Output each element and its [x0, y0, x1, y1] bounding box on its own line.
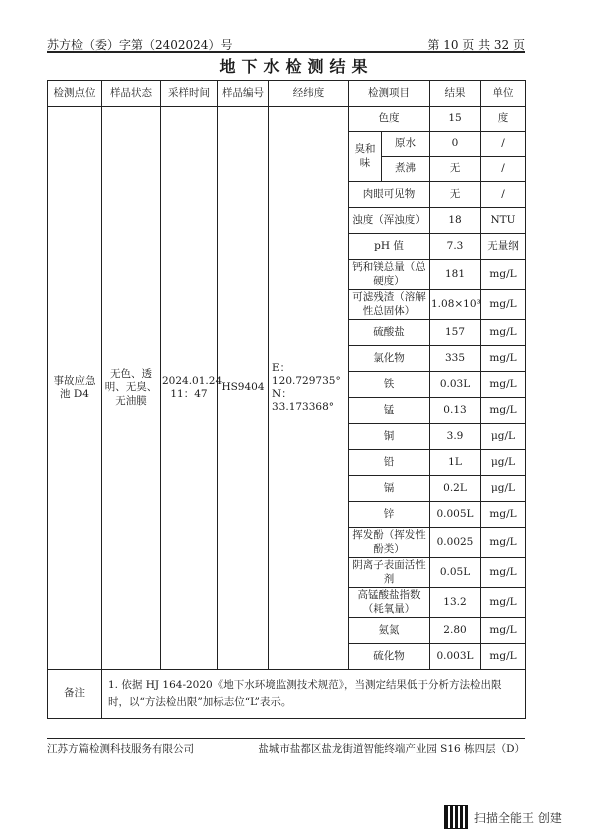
sample-state: 无色、透明、无臭、无油膜 — [102, 107, 161, 670]
column-header: 检测点位 — [48, 81, 102, 107]
test-item: 镉 — [349, 476, 430, 502]
column-header: 单位 — [481, 81, 526, 107]
test-result: 3.9 — [430, 424, 481, 450]
test-result: 0.2L — [430, 476, 481, 502]
test-unit: μg/L — [481, 450, 526, 476]
test-result: 157 — [430, 320, 481, 346]
test-result: 无 — [430, 182, 481, 208]
odor-label: 臭和味 — [349, 132, 382, 182]
test-result: 0.003L — [430, 644, 481, 670]
page-title: 地下水检测结果 — [219, 57, 374, 76]
test-result: 0.005L — [430, 502, 481, 528]
column-header: 采样时间 — [161, 81, 218, 107]
note-label: 备注 — [48, 670, 102, 719]
test-unit: mg/L — [481, 260, 526, 290]
footer-divider — [47, 738, 525, 739]
test-result: 1.08×10³ — [430, 290, 481, 320]
company-name: 江苏方篇检测科技服务有限公司 — [47, 743, 194, 755]
odor-raw-label: 原水 — [382, 132, 430, 157]
table-header-row — [48, 81, 526, 107]
test-result: 0.03L — [430, 372, 481, 398]
scanner-watermark — [444, 805, 562, 829]
test-item: 铅 — [349, 450, 430, 476]
document-number: 苏方检（委）字第（2402024）号 — [47, 38, 233, 52]
test-result: 2.80 — [430, 618, 481, 644]
header-divider — [47, 51, 525, 53]
test-item: 铁 — [349, 372, 430, 398]
test-result: 181 — [430, 260, 481, 290]
test-result: 13.2 — [430, 588, 481, 618]
sample-time: 2024.01.24 11：47 — [161, 107, 218, 670]
test-unit: mg/L — [481, 372, 526, 398]
test-item: 阴离子表面活性剂 — [349, 558, 430, 588]
test-result: 0.05L — [430, 558, 481, 588]
test-result: 0.0025 — [430, 528, 481, 558]
column-header: 检测项目 — [349, 81, 430, 107]
test-item: 硫化物 — [349, 644, 430, 670]
test-result: 15 — [430, 107, 481, 132]
test-item: 浊度（浑浊度） — [349, 208, 430, 234]
test-item: 色度 — [349, 107, 430, 132]
test-result: 0.13 — [430, 398, 481, 424]
test-item: 锰 — [349, 398, 430, 424]
test-unit: mg/L — [481, 644, 526, 670]
test-unit: mg/L — [481, 618, 526, 644]
test-unit: / — [481, 182, 526, 208]
test-result: 335 — [430, 346, 481, 372]
test-unit: μg/L — [481, 476, 526, 502]
test-item: 肉眼可见物 — [349, 182, 430, 208]
test-item: 挥发酚（挥发性酚类） — [349, 528, 430, 558]
column-header: 结果 — [430, 81, 481, 107]
test-item: 锌 — [349, 502, 430, 528]
test-unit: 无量纲 — [481, 234, 526, 260]
odor-raw-result: 0 — [430, 132, 481, 157]
sample-id: HS9404 — [218, 107, 269, 670]
test-item: 硫酸盐 — [349, 320, 430, 346]
test-unit: mg/L — [481, 502, 526, 528]
test-unit: mg/L — [481, 558, 526, 588]
test-item: 氯化物 — [349, 346, 430, 372]
test-item: 钙和镁总量（总硬度） — [349, 260, 430, 290]
test-unit: μg/L — [481, 424, 526, 450]
column-header: 样品编号 — [218, 81, 269, 107]
odor-boiled-label: 煮沸 — [382, 157, 430, 182]
odor-raw-unit: / — [481, 132, 526, 157]
odor-boiled-unit: / — [481, 157, 526, 182]
table-row — [48, 107, 526, 132]
column-header: 经纬度 — [269, 81, 349, 107]
company-address: 盐城市盐都区盐龙街道智能终端产业园 S16 栋四层（D） — [258, 743, 525, 755]
note-row — [48, 670, 526, 719]
results-table — [47, 80, 526, 719]
test-unit: mg/L — [481, 588, 526, 618]
note-text: 1. 依据 HJ 164-2020《地下水环境监测技术规范》，当测定结果低于分析方法检出限时，以“方法检出限”加标志位“L”表示。 — [102, 670, 526, 719]
column-header: 样品状态 — [102, 81, 161, 107]
test-unit: mg/L — [481, 346, 526, 372]
page-info: 第 10 页 共 32 页 — [427, 38, 525, 52]
odor-boiled-result: 无 — [430, 157, 481, 182]
qr-code-icon — [444, 805, 468, 829]
test-item: 高锰酸盐指数（耗氧量） — [349, 588, 430, 618]
sample-coordinates: E：120.729735° N：33.173368° — [269, 107, 349, 670]
test-unit: mg/L — [481, 290, 526, 320]
test-item: 铜 — [349, 424, 430, 450]
test-item: 可滤残渣（溶解性总固体） — [349, 290, 430, 320]
test-result: 7.3 — [430, 234, 481, 260]
test-unit: mg/L — [481, 398, 526, 424]
test-unit: mg/L — [481, 528, 526, 558]
test-item: pH 值 — [349, 234, 430, 260]
test-unit: NTU — [481, 208, 526, 234]
sample-location: 事故应急池 D4 — [48, 107, 102, 670]
test-unit: 度 — [481, 107, 526, 132]
test-item: 氨氮 — [349, 618, 430, 644]
test-unit: mg/L — [481, 320, 526, 346]
test-result: 18 — [430, 208, 481, 234]
test-result: 1L — [430, 450, 481, 476]
scanner-label: 扫描全能王 创建 — [474, 810, 562, 825]
